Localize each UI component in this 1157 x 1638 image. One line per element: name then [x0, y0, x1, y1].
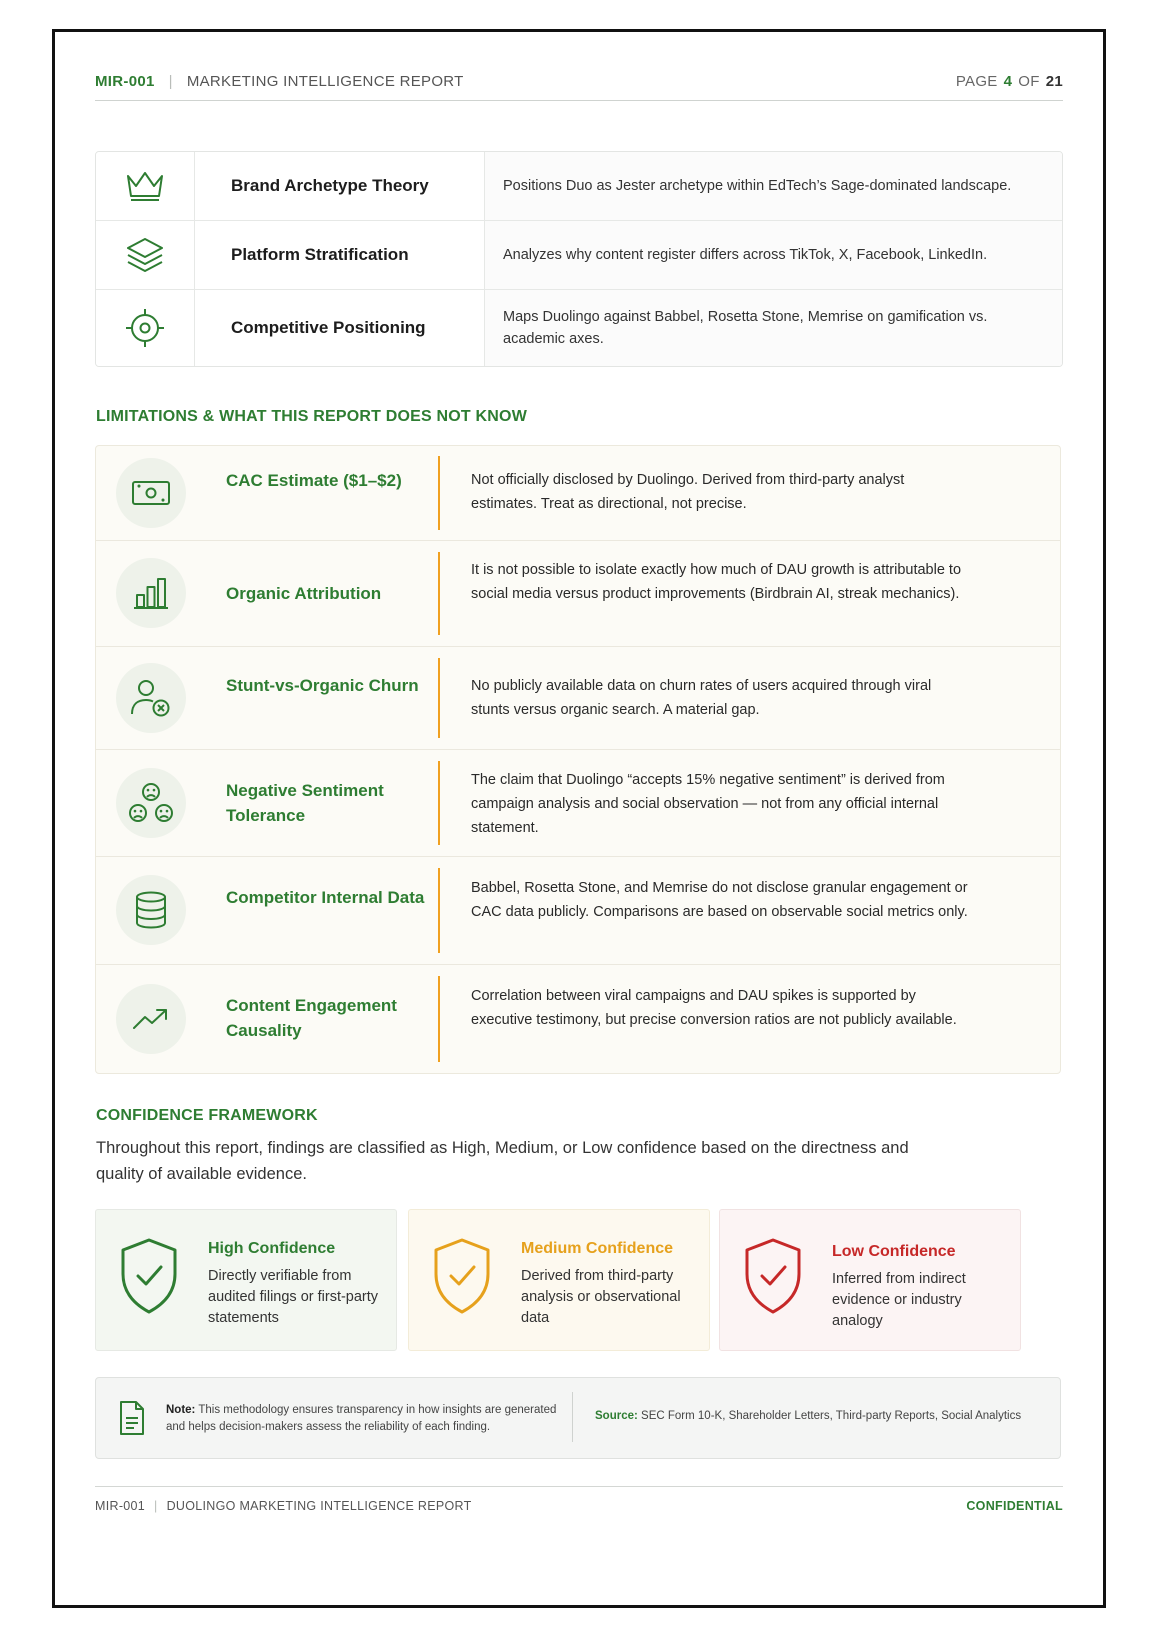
note-divider	[572, 1392, 573, 1442]
sad-faces-icon	[116, 768, 186, 838]
footer-title: DUOLINGO MARKETING INTELLIGENCE REPORT	[166, 1499, 472, 1513]
note-text	[166, 1402, 566, 1436]
orange-divider	[438, 761, 440, 845]
page-header	[95, 70, 1063, 101]
orange-divider	[438, 868, 440, 953]
limitation-desc: Not officially disclosed by Duolingo. Derived from third-party analyst estimates. Treat as directional, not precise.	[471, 472, 905, 512]
source-label: Source:	[595, 1410, 638, 1422]
layers-icon	[96, 221, 195, 289]
limitation-row	[96, 446, 1060, 541]
note-box	[95, 1377, 1061, 1459]
database-icon	[116, 875, 186, 945]
limitation-row	[96, 857, 1060, 965]
confidence-level-desc: Inferred from indirect evidence or industry analogy	[832, 1271, 966, 1329]
confidence-card-high	[95, 1209, 397, 1351]
framework-desc: Analyzes why content register differs across TikTok, X, Facebook, LinkedIn.	[485, 221, 1062, 289]
confidence-title: CONFIDENCE FRAMEWORK	[96, 1107, 318, 1124]
trend-up-icon	[116, 984, 186, 1054]
framework-desc: Maps Duolingo against Babbel, Rosetta Stone, Memrise on gamification vs. academic axes.	[485, 290, 1062, 366]
limitation-desc: It is not possible to isolate exactly how much of DAU growth is attributable to social media versus product improvements (Birdbrain AI, streak mechanics).	[471, 562, 962, 602]
limitations-title: LIMITATIONS & WHAT THIS REPORT DOES NOT KNOW	[96, 408, 527, 425]
page-total: 21	[1045, 73, 1063, 90]
confidence-level-title: High Confidence	[208, 1240, 336, 1257]
page-current: 4	[1003, 73, 1013, 90]
orange-divider	[438, 976, 440, 1062]
page-of: OF	[1018, 73, 1040, 90]
limitation-row	[96, 541, 1060, 647]
framework-row	[96, 290, 1062, 366]
confidence-card-medium	[408, 1209, 710, 1351]
confidence-level-desc: Directly verifiable from audited filings or first-party statements	[208, 1268, 379, 1326]
limitation-desc: The claim that Duolingo “accepts 15% negative sentiment” is derived from campaign analysis and social observation — not from any official internal statement.	[471, 772, 945, 836]
limitation-name: Organic Attribution	[226, 584, 382, 603]
target-icon	[96, 290, 195, 366]
limitation-name: Competitor Internal Data	[226, 888, 425, 907]
limitation-desc: No publicly available data on churn rates of users acquired through viral stunts versus organic search. A material gap.	[471, 678, 932, 718]
orange-divider	[438, 658, 440, 738]
page-footer	[95, 1486, 1063, 1517]
shield-check-icon	[742, 1236, 804, 1316]
framework-table	[95, 151, 1063, 367]
document-icon	[118, 1400, 146, 1436]
shield-check-icon	[118, 1236, 180, 1316]
limitation-name: Content Engagement Causality	[226, 996, 397, 1040]
confidence-level-title: Low Confidence	[832, 1243, 956, 1260]
framework-name: Brand Archetype Theory	[195, 152, 485, 220]
report-page	[52, 29, 1106, 1608]
banknote-icon	[116, 458, 186, 528]
crown-icon	[96, 152, 195, 220]
footer-code: MIR-001	[95, 1499, 146, 1513]
limitation-name: Negative Sentiment Tolerance	[226, 781, 384, 825]
framework-desc: Positions Duo as Jester archetype within EdTech’s Sage-dominated landscape.	[485, 152, 1062, 220]
footer-separator: |	[154, 1499, 158, 1513]
limitation-name: Stunt-vs-Organic Churn	[226, 676, 419, 695]
footer-classification: CONFIDENTIAL	[966, 1499, 1063, 1513]
orange-divider	[438, 552, 440, 635]
limitation-row	[96, 647, 1060, 750]
framework-name: Competitive Positioning	[195, 290, 485, 366]
confidence-level-desc: Derived from third-party analysis or observational data	[521, 1268, 681, 1326]
report-code: MIR-001	[95, 73, 155, 90]
note-body: This methodology ensures transparency in how insights are generated and helps decision-makers assess the reliability of each finding.	[166, 1404, 557, 1433]
limitation-row	[96, 965, 1060, 1073]
limitations-table	[95, 445, 1061, 1074]
shield-check-icon	[431, 1236, 493, 1316]
page-label: PAGE	[955, 73, 998, 90]
confidence-intro: Throughout this report, findings are classified as High, Medium, or Low confidence based on the directness and quality of available evidence.	[96, 1139, 909, 1183]
source-body: SEC Form 10-K, Shareholder Letters, Third-party Reports, Social Analytics	[641, 1410, 1022, 1422]
framework-row	[96, 152, 1062, 221]
orange-divider	[438, 456, 440, 530]
bar-chart-icon	[116, 558, 186, 628]
confidence-card-low	[719, 1209, 1021, 1351]
limitation-row	[96, 750, 1060, 857]
note-label: Note:	[166, 1404, 196, 1416]
confidence-level-title: Medium Confidence	[521, 1240, 674, 1257]
page-number	[956, 73, 1063, 90]
limitation-desc: Babbel, Rosetta Stone, and Memrise do not disclose granular engagement or CAC data publicly. Comparisons are based on observable social metrics only.	[471, 880, 968, 920]
header-separator: |	[168, 73, 173, 90]
limitation-name: CAC Estimate ($1–$2)	[226, 471, 402, 490]
source-text	[595, 1410, 1021, 1422]
user-x-icon	[116, 663, 186, 733]
report-title: MARKETING INTELLIGENCE REPORT	[186, 73, 464, 90]
framework-name: Platform Stratification	[195, 221, 485, 289]
limitation-desc: Correlation between viral campaigns and DAU spikes is supported by executive testimony, but precise conversion ratios are not publicly available.	[471, 988, 957, 1028]
framework-row	[96, 221, 1062, 290]
